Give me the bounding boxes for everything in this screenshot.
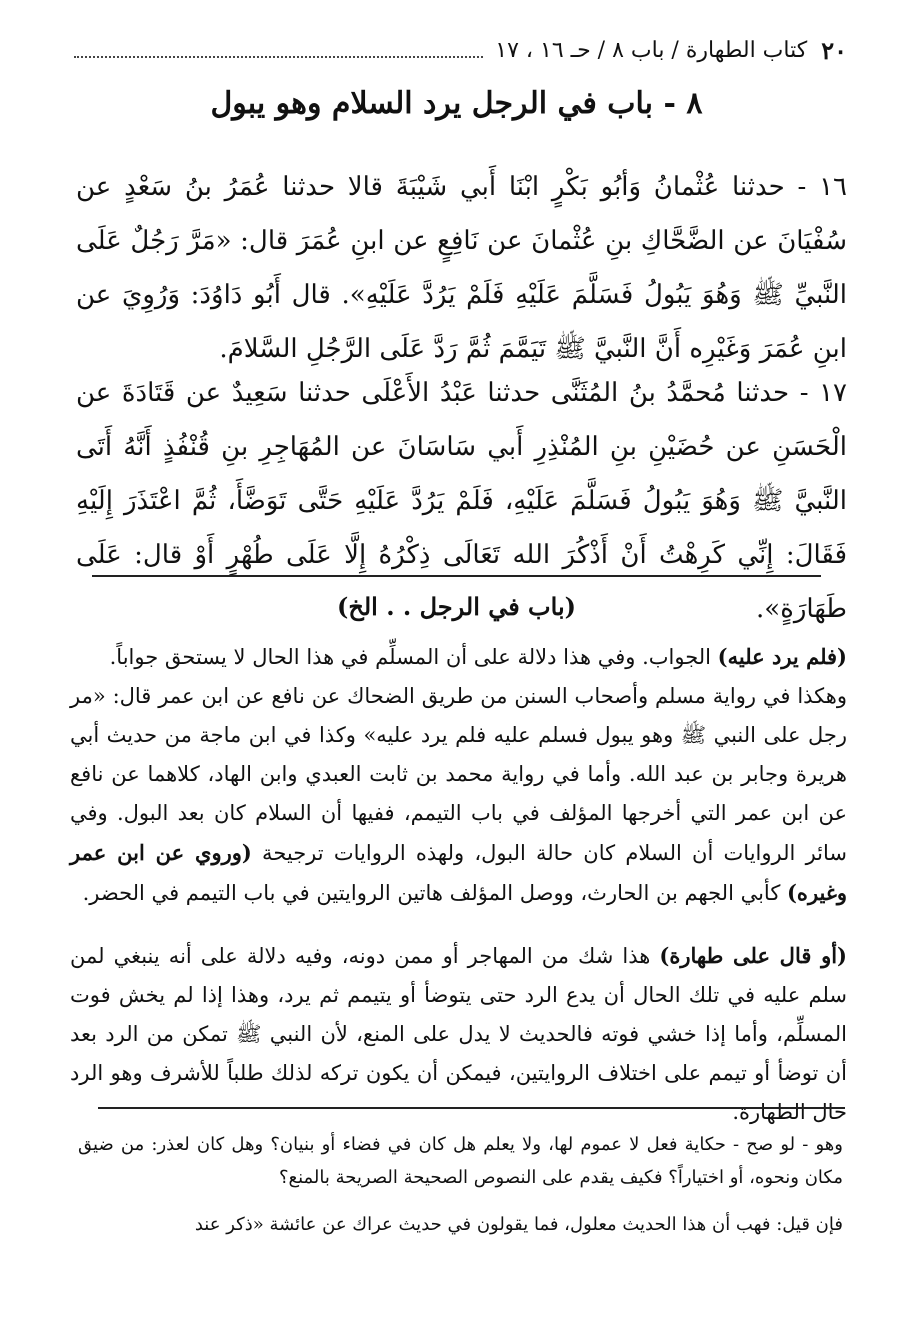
footnote-1: وهو - لو صح - حكاية فعل لا عموم لها، ولا يعلم هل كان في فضاء أو بنيان؟ وهل كان لعذر: من ضيق مكان ونحوه، أو اختياراً؟ فكيف يقدم على النصوص الصحيحة الصريحة بالمنع؟ (78, 1134, 843, 1188)
commentary-text-1: الجواب. وفي هذا دلالة على أن المسلِّم في هذا الحال لا يستحق جواباً. (109, 645, 718, 669)
footnote-divider (98, 1107, 845, 1109)
commentary-lemma-2: (وروي عن ابن عمر وغيره) (70, 840, 847, 905)
commentary-text-2b: كأبي الجهم بن الحارث، ووصل المؤلف هاتين الروايتين في باب التيمم في الحضر. (82, 881, 787, 905)
section-divider (92, 575, 821, 577)
commentary-title: (باب في الرجل . . الخ) (337, 592, 576, 621)
commentary-text-3: هذا شك من المهاجر أو ممن دونه، وفيه دلالة على أنه ينبغي لمن سلم عليه في تلك الحال أن يدع الرد حتى يتوضأ أو يتيمم ثم يرد، وهذا إذا لم يخش فوت المسلِّم، وأما إذا خشي فوته فالحديث لا يدل على المنع، لأن النبي ﷺ تمكن من الرد بعد أن توضأ أو تيمم على اختلاف الروايتين، فيمكن أن يكون تركه لذلك طلباً للأشرف وهو الرد حال الطهارة. (70, 944, 847, 1124)
hadith-16: ١٦ - حدثنا عُثْمانُ وَأبُو بَكْرٍ ابْنَا أَبي شَيْبَةَ قالا حدثنا عُمَرُ بنُ سَعْدٍ عن سُفْيَانَ عن الضَّحَّاكِ بنِ عُثْمانَ عن نَافِعٍ عن ابنِ عُمَرَ قال: «مَرَّ رَجُلٌ عَلَى النَّبيِّ ﷺ وَهُوَ يَبُولُ فَسَلَّمَ عَلَيْهِ فَلَمْ يَرُدَّ عَلَيْهِ». قال أَبُو دَاوُدَ: وَرُوِيَ عن ابنِ عُمَرَ وَغَيْرِه أَنَّ النَّبيَّ ﷺ تَيَمَّمَ ثُمَّ رَدَّ عَلَى الرَّجُلِ السَّلامَ. (76, 172, 847, 364)
chapter-title: ٨ - باب في الرجل يرد السلام وهو يبول (210, 86, 703, 121)
hadith-17: ١٧ - حدثنا مُحمَّدُ بنُ المُثَنَّى حدثنا عَبْدُ الأَعْلَى حدثنا سَعِيدٌ عن قَتَادَةَ عن الْحَسَنِ عن حُضَيْنِ بنِ المُنْذِرِ أَبي سَاسَانَ عن المُهَاجِرِ بنِ قُنْفُذٍ أَنَّهُ أَتَى النَّبيَّ ﷺ وَهُوَ يَبُولُ فَسَلَّمَ عَلَيْهِ، فَلَمْ يَرُدَّ عَلَيْهِ حَتَّى تَوَضَّأَ، ثُمَّ اعْتَذَرَ إِلَيْهِ فَقَالَ: إِنِّي كَرِهْتُ أَنْ أَذْكُرَ الله تَعَالَى ذِكْرُهُ إِلَّا عَلَى طُهْرٍ أَوْ قال: عَلَى طَهَارَةٍ». (76, 378, 847, 624)
header-dot-leader (74, 42, 483, 58)
running-title: كتاب الطهارة / باب ٨ / حـ ١٦ ، ١٧ (495, 37, 808, 63)
commentary-paragraph-1 (70, 637, 847, 913)
running-header (62, 30, 847, 70)
commentary-text-2a: وهكذا في رواية مسلم وأصحاب السنن من طريق الضحاك عن نافع عن ابن عمر قال: «مر رجل على النبي ﷺ وهو يبول فسلم عليه فلم يرد عليه» وكذا في ابن ماجة من حديث أبي هريرة وجابر بن عبد الله. وأما في رواية محمد بن ثابت العبدي وابن الهاد، كلاهما عن نافع عن ابن عمر التي أخرجها المؤلف في باب التيمم، ففيها أن السلام كان بعد البول. وفي سائر الروايات أن السلام كان حالة البول، ولهذه الروايات ترجيحة (70, 684, 848, 865)
footnote-2: فإن قيل: فهب أن هذا الحديث معلول، فما يقولون في حديث عراك عن عائشة «ذكر عند (194, 1214, 843, 1235)
commentary-lemma-1: (فلم يرد عليه) (717, 644, 847, 669)
commentary-paragraph-3 (70, 936, 847, 1132)
page-number: ٢٠ (821, 35, 847, 65)
commentary-lemma-3: (أو قال على طهارة) (659, 943, 847, 968)
